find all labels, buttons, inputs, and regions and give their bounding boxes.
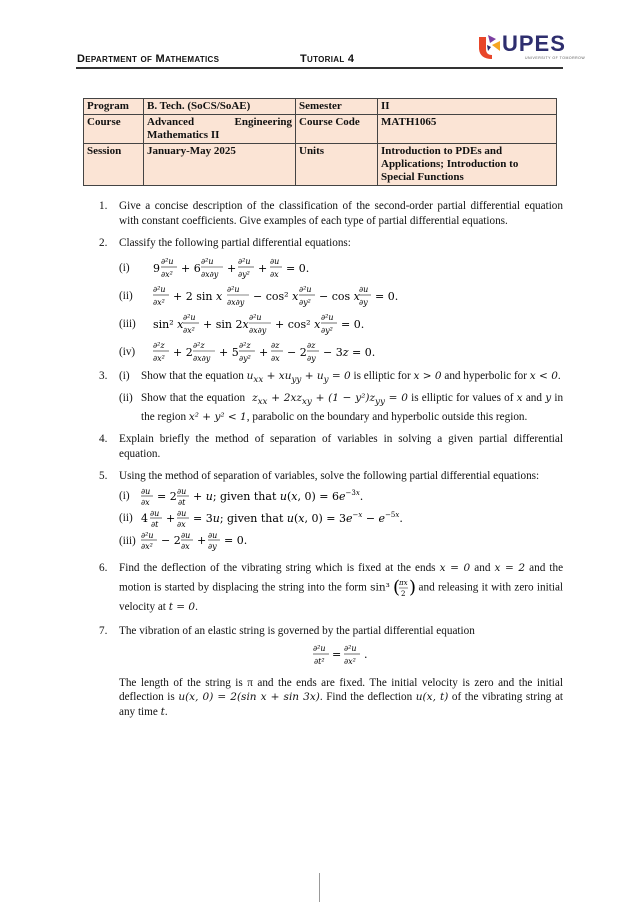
equation-5iii [119,530,563,552]
equation-2ii [119,283,563,309]
svg-text:∂x²: ∂x² [161,269,173,279]
program-label: Program [84,99,144,115]
svg-text:∂²z: ∂²z [239,340,251,350]
svg-text:∂y: ∂y [307,353,316,363]
svg-text:∂x∂y: ∂x∂y [193,353,211,363]
text: of the vibrating string at any time [119,691,564,718]
question-list [99,199,563,727]
question-text: Classify the following partial differential equations: [119,237,351,249]
code-value: MATH1065 [378,115,557,144]
text: and the motion is started by displacing the string into the form [119,561,564,594]
table-row [84,115,557,144]
svg-text:+: + [259,345,269,359]
pi-x-over-2 [393,577,415,599]
text: The vibration of an elastic string is governed by the partial differential equation [119,624,475,637]
text: and [525,392,542,405]
svg-text:∂²u: ∂²u [321,312,334,322]
svg-text:∂u: ∂u [270,256,280,266]
part-label: (ii) [119,289,133,302]
upes-logo [476,31,586,67]
svg-text:πx: πx [399,578,408,587]
svg-text:∂x∂y: ∂x∂y [249,325,267,335]
svg-text:+ 6: + 6 [181,261,201,275]
svg-text:∂x: ∂x [271,353,280,363]
svg-text:∂²u: ∂²u [153,284,166,294]
svg-text:∂x²: ∂x² [153,353,165,363]
text: and releasing it with zero initial velocity at [119,581,564,613]
svg-text:∂x²: ∂x² [183,325,195,335]
svg-text:∂y²: ∂y² [238,269,250,279]
pde-5i [141,486,471,510]
text: Show that the equation [141,369,244,382]
question-number: 5. [99,470,108,483]
part-3ii: (ii) Show that the equation $z_{xx} + 2xz_{xy} + (1 - y^2)z_{yy} = 0$ is elliptic for values of x and y in the region x² + y² < 1, parabolic on the boundary and hyperbolic outside this region. [119,392,564,423]
svg-text:∂t: ∂t [151,519,159,529]
question-text: Explain briefly the method of separation of variables in solving a given partial differential equation. [119,433,563,460]
header-tutorial: Tutorial 4 [300,53,355,65]
course-label: Course [84,115,144,144]
svg-text:∂x²: ∂x² [141,541,153,551]
session-label: Session [84,144,144,186]
question-number: 2. [99,237,108,249]
svg-text:= 0.: = 0. [286,261,310,275]
pde-2i [153,255,453,283]
svg-text:∂z: ∂z [271,340,280,350]
svg-text:9: 9 [153,261,160,275]
question-6: 6. Find the deflection of the vibrating string which is fixed at the ends x = 0 and x = 2 and the motion is started by displacing the string into the form sin³ ( πx 2 ) and releasing it with zero initial velocity at t = 0. [99,561,564,613]
question-number: 6. [99,561,108,574]
text: Find the deflection of the vibrating string which is fixed at the ends [119,561,436,574]
part-label: (i) [119,489,130,502]
svg-text:∂²u: ∂²u [201,256,214,266]
svg-text:∂²u: ∂²u [227,284,240,294]
svg-text:∂u: ∂u [181,530,191,540]
svg-text:∂²u: ∂²u [141,530,154,540]
table-row [84,99,557,115]
header-department: Department of Mathematics [77,53,220,65]
part-3i: (i) Show that the equation $u_{xx} + xu_{yy} + u_y = 0$ is elliptic for x > 0 and hyperbolic for x < 0. [119,369,561,385]
question-number: 7. [99,624,108,637]
equation-2iii [119,311,563,337]
svg-text:∂t: ∂t [178,497,186,507]
pde-2ii [153,283,483,311]
svg-text:∂u: ∂u [150,508,160,518]
svg-text:∂z: ∂z [307,340,316,350]
svg-text:+: + [166,511,176,525]
svg-text:∂x: ∂x [270,269,279,279]
svg-text:∂x∂y: ∂x∂y [201,269,219,279]
text: is elliptic for values of [411,392,514,405]
svg-text:+ cos² x: + cos² x [275,317,321,331]
svg-text:+ 2: + 2 [173,345,193,359]
question-text: Give a concise description of the classification of the second-order partial differential equation with constant coefficients. Give examples of each type of partial differential equations. [119,200,563,227]
svg-text:(: ( [393,576,401,598]
course-value: Advanced Engineering Mathematics II [144,115,296,144]
question-number: 4. [99,433,108,446]
pde-5ii [141,508,471,532]
text: Show that the equation [141,392,246,405]
svg-text:∂u: ∂u [141,486,151,496]
svg-text:∂u: ∂u [177,508,187,518]
svg-text:∂t²: ∂t² [314,657,325,667]
svg-text:∂²u: ∂²u [249,312,262,322]
svg-text:=: = [332,648,342,662]
units-value: Introduction to PDEs and Applications; Introduction to Special Functions [378,144,557,186]
text: , parabolic on the boundary and hyperbolic outside this region. [246,410,528,423]
course-info-table [83,98,557,186]
text: and hyperbolic for [444,369,527,382]
code-label: Course Code [296,115,378,144]
svg-text:∂x: ∂x [141,497,150,507]
svg-text:∂²u: ∂²u [344,644,357,654]
footer-divider [319,873,320,902]
units-label: Units [296,144,378,186]
pde-2iii [153,311,483,339]
svg-text:∂²u: ∂²u [183,312,196,322]
svg-text:∂y²: ∂y² [299,297,311,307]
text: . Find the deflection [319,691,413,704]
svg-text:+ 5: + 5 [219,345,239,359]
svg-text:= 3u; given that u(x, 0) = 3e−: = 3u; given that u(x, $0) = 3e^{-x} - e^{-5x}$. [193,510,403,525]
svg-text:− 3z = 0.: − 3z = 0. [323,345,376,359]
svg-text:∂y²: ∂y² [321,325,333,335]
svg-text:∂y: ∂y [208,541,217,551]
svg-text:4: 4 [141,511,148,525]
part-label: (i) [119,261,130,274]
part-label: (iii) [119,317,136,330]
question-text: Using the method of separation of variables, solve the following partial differential equations: [119,470,540,483]
svg-text:− cos² x: − cos² x [253,289,299,303]
session-value: January-May 2025 [144,144,296,186]
svg-text:∂y²: ∂y² [239,353,251,363]
svg-text:∂²u: ∂²u [238,256,251,266]
svg-text:∂²u: ∂²u [313,644,326,654]
svg-text:+ u; given that u(x, 0) = 6e−3: + u; given that u(x, $0) = 6e^{-3x}$. [193,488,364,503]
part-label: (ii) [119,511,133,524]
part-label: (iii) [119,534,136,547]
header-rule [76,67,563,69]
pde-5iii [141,530,471,554]
pde-2iv [153,339,483,367]
equation-2iv [119,339,563,365]
text: is elliptic for [353,369,411,382]
svg-text:∂u: ∂u [359,284,369,294]
svg-text:= 0.: = 0. [375,289,399,303]
table-row [84,144,557,186]
svg-text:− 2: − 2 [161,533,181,547]
equation-2i [119,255,563,281]
svg-text:+: + [197,533,207,547]
question-7: 7. The vibration of an elastic string is governed by the partial differential equation ∂²u ∂t² = ∂²u ∂x² . The length of the string is π and the ends are fixed. The initial velocity is zero and the initial deflection is u(x, 0) = 2(sin x + sin 3x). Find the deflection u(x, t) of the vibrating string at any time t. [99,624,564,718]
question-4 [99,432,563,461]
svg-text:∂x²: ∂x² [153,297,165,307]
logo-text: UPES [502,31,566,56]
svg-text:∂x²: ∂x² [344,657,356,667]
svg-text:2: 2 [401,589,406,598]
logo-mark-icon [476,33,502,61]
pde-7 [311,641,371,667]
equation-5ii [119,508,563,528]
svg-text:∂²u: ∂²u [161,256,174,266]
svg-text:∂y: ∂y [359,297,368,307]
question-5 [99,469,563,552]
svg-text:sin² x: sin² x [153,317,184,331]
logo-subtitle: UNIVERSITY OF TOMORROW [525,56,586,60]
svg-text:− 2: − 2 [287,345,307,359]
wave-equation [119,641,563,672]
svg-text:): ) [409,576,417,598]
part-label: (ii) [119,392,133,405]
svg-text:∂²z: ∂²z [193,340,205,350]
svg-text:∂x: ∂x [181,541,190,551]
svg-text:+ sin 2x: + sin 2x [203,317,249,331]
svg-text:∂²z: ∂²z [153,340,165,350]
svg-text:= 0.: = 0. [341,317,365,331]
text: The length of the string is π and the ends are fixed. The initial velocity is zero and the initial deflection is [119,676,563,704]
svg-text:+: + [258,261,268,275]
svg-text:∂u: ∂u [177,486,187,496]
svg-text:= 2: = 2 [157,489,177,503]
svg-text:− cos x: − cos x [319,289,360,303]
svg-text:∂u: ∂u [208,530,218,540]
question-1 [99,199,563,228]
semester-value: II [378,99,557,115]
part-label: (i) [119,369,130,382]
question-3 [99,369,563,425]
semester-label: Semester [296,99,378,115]
svg-text:+: + [227,261,237,275]
question-number: 3. [99,369,108,382]
part-label: (iv) [119,345,136,358]
text: and [474,561,491,574]
text: in the region [141,392,564,423]
svg-text:+ 2 sin x: + 2 sin x [173,289,223,303]
svg-text:= 0.: = 0. [224,533,248,547]
question-2 [99,236,563,365]
question-number: 1. [99,200,108,212]
program-value: B. Tech. (SoCS/SoAE) [144,99,296,115]
svg-text:∂x: ∂x [177,519,186,529]
svg-text:.: . [364,648,368,662]
svg-text:∂x∂y: ∂x∂y [227,297,245,307]
equation-5i [119,486,563,506]
svg-text:∂²u: ∂²u [299,284,312,294]
